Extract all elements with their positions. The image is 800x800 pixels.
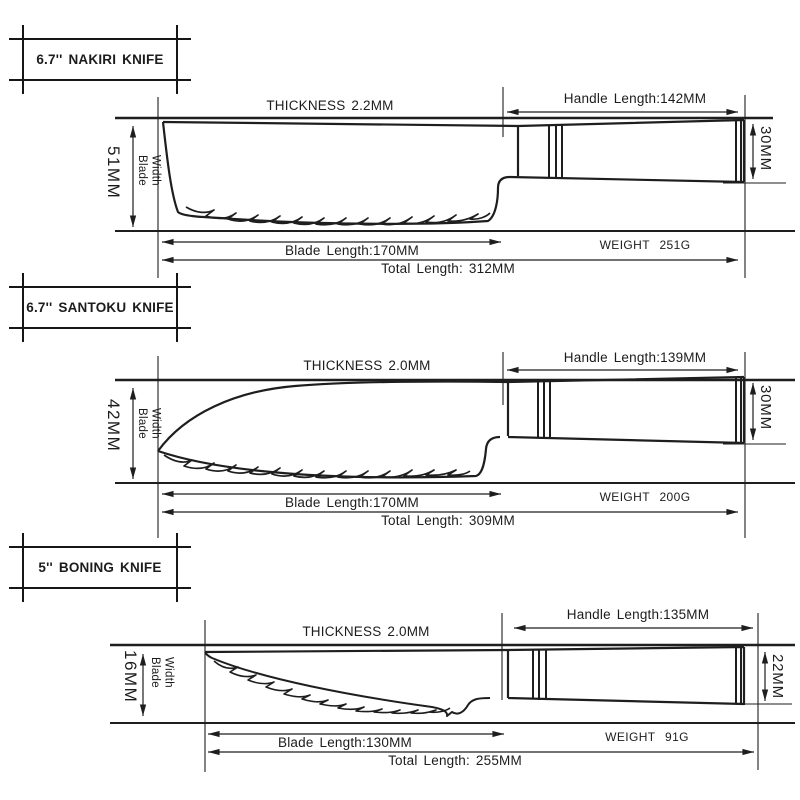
blade-outline xyxy=(163,122,510,224)
thickness-label: THICKNESS 2.0MM xyxy=(302,624,430,639)
handle-height-value: 30MM xyxy=(757,385,774,430)
blade-width-value: 51MM xyxy=(104,146,123,200)
total-length-label: Total Length: 312MM xyxy=(381,261,515,276)
blade-width-value: 42MM xyxy=(104,399,123,453)
nakiri-title-box xyxy=(22,38,178,81)
handle-height-value: 22MM xyxy=(769,654,786,699)
thickness-label: THICKNESS 2.2MM xyxy=(266,98,394,113)
hammered-edge-texture xyxy=(164,455,470,478)
boning-title: 5'' BONING KNIFE xyxy=(38,560,162,575)
blade-spine xyxy=(205,650,508,652)
boning-title-box xyxy=(22,546,178,589)
handle-length-label: Handle Length:135MM xyxy=(566,607,710,622)
santoku-title: 6.7'' SANTOKU KNIFE xyxy=(26,300,174,315)
handle-length-label: Handle Length:142MM xyxy=(563,91,707,106)
blade-length-label: Blade Length:130MM xyxy=(278,735,412,750)
handle-outline xyxy=(508,647,744,705)
blade-outline xyxy=(205,652,490,716)
santoku-title-box xyxy=(22,286,178,329)
thickness-label: THICKNESS 2.0MM xyxy=(303,358,431,373)
blade-width-label: Blade Width xyxy=(135,155,162,186)
blade-width-value: 16MM xyxy=(121,650,140,704)
blade-width-label: Blade Width xyxy=(135,408,162,439)
blade-spine xyxy=(163,122,518,126)
handle-length-label: Handle Length:139MM xyxy=(563,350,707,365)
blade-width-label: Blade Width xyxy=(148,657,175,688)
nakiri-title: 6.7'' NAKIRI KNIFE xyxy=(36,52,164,67)
blade-length-label: Blade Length:170MM xyxy=(285,243,419,258)
blade-spine xyxy=(158,381,508,451)
handle-outline xyxy=(510,120,744,182)
total-length-label: Total Length: 309MM xyxy=(381,513,515,528)
handle-height-value: 30MM xyxy=(757,126,774,171)
handle-rings xyxy=(549,120,741,182)
blade-outline xyxy=(158,437,500,477)
total-length-label: Total Length: 255MM xyxy=(388,753,522,768)
weight-label: WEIGHT 200G xyxy=(599,490,691,504)
weight-label: WEIGHT 91G xyxy=(605,730,689,744)
handle-rings xyxy=(533,647,741,705)
handle-rings xyxy=(538,377,741,443)
weight-label: WEIGHT 251G xyxy=(599,238,691,252)
blade-length-label: Blade Length:170MM xyxy=(285,495,419,510)
